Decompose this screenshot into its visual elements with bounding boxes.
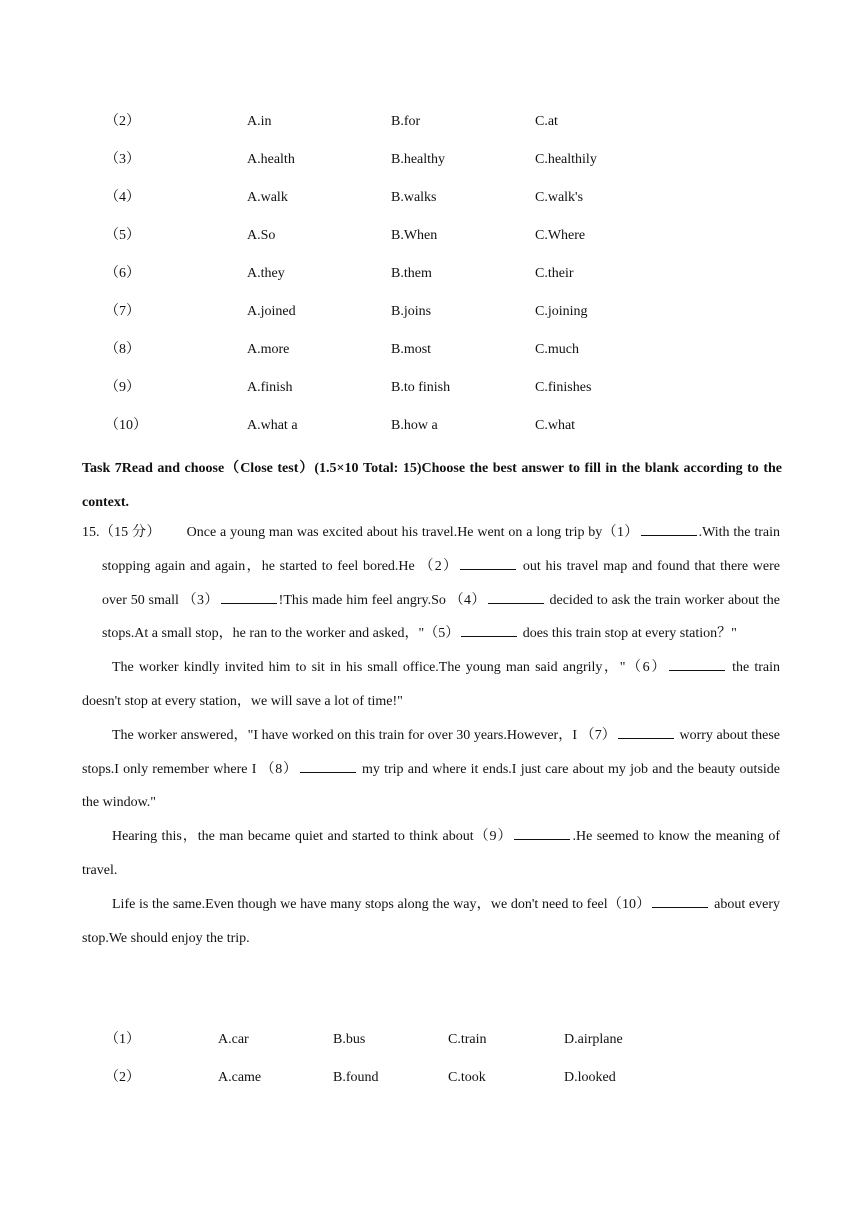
- blank-3: [221, 589, 277, 604]
- option-b: B.bus: [333, 1032, 366, 1047]
- option-c: C.much: [535, 342, 579, 357]
- blank-8: [300, 758, 356, 773]
- blank-10: [652, 893, 708, 908]
- option-row: [0, 149, 860, 171]
- blank-7: [618, 724, 674, 739]
- option-a: A.joined: [247, 304, 296, 319]
- option-b: B.for: [391, 114, 421, 129]
- option-a: A.So: [247, 228, 276, 243]
- option-b: B.to finish: [391, 380, 451, 395]
- option-c: C.joining: [535, 304, 588, 319]
- option-b: B.healthy: [391, 152, 446, 167]
- option-c: C.finishes: [535, 380, 592, 395]
- option-number: （9）: [105, 380, 140, 395]
- option-number: （8）: [105, 342, 140, 357]
- option-a: A.what a: [247, 418, 298, 433]
- question-number: 15.（15 分）: [82, 525, 161, 540]
- option-row: [0, 111, 860, 133]
- option-c: C.walk's: [535, 190, 584, 205]
- option-a: A.in: [247, 114, 272, 129]
- option-a: A.car: [218, 1032, 249, 1047]
- option-row: [0, 415, 860, 437]
- option-b: B.found: [333, 1070, 379, 1085]
- paragraph-4: Hearing this，the man became quiet and started to think about（9） .He seemed to know the meaning of travel.: [82, 820, 780, 888]
- option-a: A.health: [247, 152, 295, 167]
- option-d: D.airplane: [564, 1032, 623, 1047]
- paragraph-3: The worker answered，"I have worked on this train for over 30 years.However，I （7） worry about these stops.I only remember where I （8） my trip and where it ends.I just care about my job and the beauty outside the window.": [82, 719, 780, 820]
- cloze-passage: [82, 516, 780, 955]
- option-c: C.Where: [535, 228, 586, 243]
- option-row: [0, 263, 860, 285]
- option-number: （6）: [105, 266, 140, 281]
- option-row: [0, 301, 860, 323]
- option-row: [0, 1029, 860, 1051]
- option-row: [0, 1067, 860, 1089]
- option-a: A.walk: [247, 190, 288, 205]
- option-row: [0, 377, 860, 399]
- option-c: C.took: [448, 1070, 486, 1085]
- paragraph-2: The worker kindly invited him to sit in his small office.The young man said angrily，"（6） the train doesn't stop at every station，we will save a lot of time!": [82, 651, 780, 719]
- blank-5: [461, 622, 517, 637]
- option-b: B.When: [391, 228, 438, 243]
- option-row: [0, 225, 860, 247]
- option-c: C.healthily: [535, 152, 597, 167]
- paragraph-1: 15.（15 分） Once a young man was excited about his travel.He went on a long trip by（1） .With the train stopping again and again，he started to feel bored.He （2） out his travel map and found that there were over 50 small （3） !This made him feel angry.So （4） decided to ask the train worker about the stops.At a small stop，he ran to the worker and asked，"（5） does this train stop at every station？": [82, 516, 780, 651]
- option-b: B.them: [391, 266, 432, 281]
- option-c: C.their: [535, 266, 574, 281]
- option-row: [0, 339, 860, 361]
- blank-6: [669, 656, 725, 671]
- option-c: C.at: [535, 114, 558, 129]
- option-number: （3）: [105, 152, 140, 167]
- option-b: B.joins: [391, 304, 432, 319]
- blank-2: [460, 555, 516, 570]
- option-number: （10）: [105, 418, 147, 433]
- blank-4: [488, 589, 544, 604]
- option-b: B.how a: [391, 418, 438, 433]
- blank-1: [641, 521, 697, 536]
- option-b: B.most: [391, 342, 432, 357]
- blank-9: [514, 825, 570, 840]
- option-d: D.looked: [564, 1070, 616, 1085]
- option-c: C.train: [448, 1032, 487, 1047]
- task-heading: Task 7Read and choose（Close test）(1.5×10 Total: 15)Choose the best answer to fill in the blank according to the context.: [82, 461, 782, 510]
- option-a: A.finish: [247, 380, 293, 395]
- option-number: （2）: [105, 1070, 140, 1085]
- option-number: （2）: [105, 114, 140, 129]
- option-a: A.they: [247, 266, 285, 281]
- option-a: A.more: [247, 342, 290, 357]
- option-number: （4）: [105, 190, 140, 205]
- option-c: C.what: [535, 418, 576, 433]
- option-number: （7）: [105, 304, 140, 319]
- option-row: [0, 187, 860, 209]
- option-number: （1）: [105, 1032, 140, 1047]
- option-number: （5）: [105, 228, 140, 243]
- option-a: A.came: [218, 1070, 262, 1085]
- option-b: B.walks: [391, 190, 437, 205]
- paragraph-5: Life is the same.Even though we have many stops along the way，we don't need to feel（10） about every stop.We should enjoy the trip.: [82, 888, 780, 956]
